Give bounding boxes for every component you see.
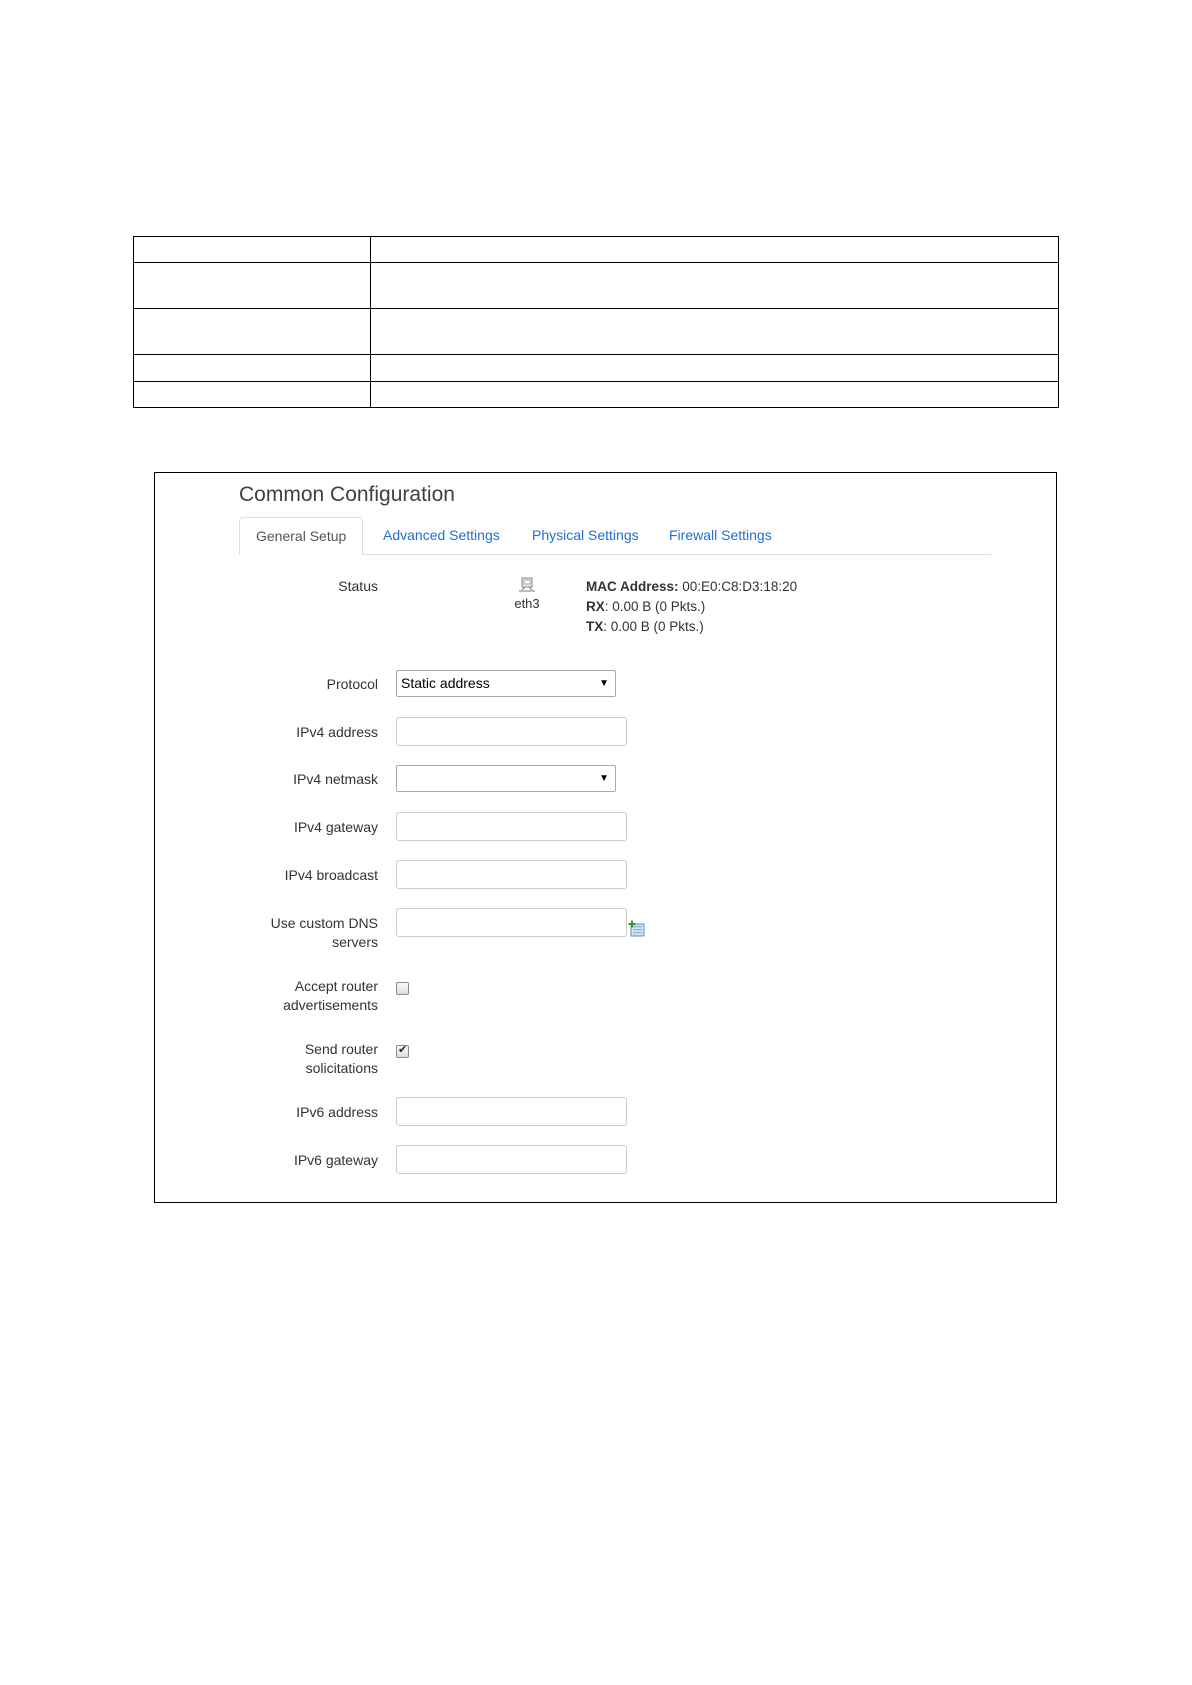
- interface-name: eth3: [514, 596, 540, 611]
- rx-label: RX: [586, 599, 605, 614]
- tab-firewall-settings[interactable]: Firewall Settings: [669, 527, 772, 543]
- ipv4-broadcast-input[interactable]: [396, 860, 627, 889]
- status-label: Status: [338, 578, 378, 594]
- table-row: [134, 263, 1059, 309]
- ipv4-gateway-input[interactable]: [396, 812, 627, 841]
- table-cell: [134, 355, 371, 382]
- ipv4-gateway-label: IPv4 gateway: [293, 819, 378, 835]
- tx-line: [586, 617, 797, 637]
- table-cell: [134, 263, 371, 309]
- send-rs-checkbox[interactable]: [396, 1045, 409, 1058]
- tab-bar: [239, 517, 991, 555]
- custom-dns-label-line1: Use custom DNS: [270, 915, 378, 931]
- ipv6-address-input[interactable]: [396, 1097, 627, 1126]
- protocol-label: Protocol: [326, 676, 378, 692]
- send-rs-label-line1: Send router: [304, 1041, 378, 1057]
- tab-advanced-settings[interactable]: Advanced Settings: [383, 527, 500, 543]
- ipv6-address-label: IPv6 address: [296, 1104, 378, 1120]
- table-cell: [134, 309, 371, 355]
- interface-badge: [509, 576, 545, 611]
- rx-value: : 0.00 B (0 Pkts.): [604, 599, 706, 614]
- section-title: Common Configuration: [239, 483, 455, 506]
- table-row: [134, 237, 1059, 263]
- add-entry-icon[interactable]: [628, 920, 645, 937]
- tab-general-setup[interactable]: General Setup: [239, 517, 363, 555]
- table-row: [134, 355, 1059, 382]
- ipv4-netmask-select[interactable]: [396, 765, 616, 792]
- protocol-selected-value: Static address: [401, 675, 490, 691]
- tab-physical-settings[interactable]: Physical Settings: [532, 527, 639, 543]
- accept-ra-label-line2: advertisements: [283, 997, 378, 1013]
- accept-ra-label-line1: Accept router: [294, 978, 378, 994]
- send-rs-label: [228, 1040, 378, 1078]
- custom-dns-input[interactable]: [396, 908, 627, 937]
- custom-dns-label-line2: servers: [332, 934, 378, 950]
- tx-label: TX: [586, 619, 604, 634]
- ipv4-address-input[interactable]: [396, 717, 627, 746]
- ipv4-address-label: IPv4 address: [296, 724, 378, 740]
- ipv6-gateway-label: IPv6 gateway: [293, 1152, 378, 1168]
- status-details: [586, 577, 797, 637]
- accept-ra-checkbox[interactable]: [396, 982, 409, 995]
- accept-ra-label: [228, 977, 378, 1015]
- ipv4-netmask-label: IPv4 netmask: [293, 771, 378, 787]
- table-row: [134, 382, 1059, 408]
- table-cell: [371, 355, 1059, 382]
- document-table: [133, 236, 1059, 408]
- table-row: [134, 309, 1059, 355]
- custom-dns-label: [228, 914, 378, 952]
- tx-value: : 0.00 B (0 Pkts.): [603, 619, 704, 634]
- protocol-select[interactable]: [396, 670, 616, 697]
- checkmark-icon: ✔: [398, 1044, 408, 1056]
- network-port-icon: [518, 576, 536, 594]
- chevron-down-icon: ▼: [599, 678, 609, 689]
- rx-line: [586, 597, 797, 617]
- table-cell: [371, 382, 1059, 408]
- ipv4-broadcast-label: IPv4 broadcast: [284, 867, 378, 883]
- table-cell: [371, 263, 1059, 309]
- table-cell: [371, 237, 1059, 263]
- mac-address-label: MAC Address:: [586, 579, 679, 594]
- table-cell: [134, 237, 371, 263]
- ipv6-gateway-input[interactable]: [396, 1145, 627, 1174]
- chevron-down-icon: ▼: [599, 773, 609, 784]
- mac-address-line: [586, 577, 797, 597]
- send-rs-label-line2: solicitations: [305, 1060, 378, 1076]
- table-cell: [371, 309, 1059, 355]
- interface-config-screenshot: [154, 472, 1057, 1203]
- mac-address-value: 00:E0:C8:D3:18:20: [678, 579, 798, 594]
- table-cell: [134, 382, 371, 408]
